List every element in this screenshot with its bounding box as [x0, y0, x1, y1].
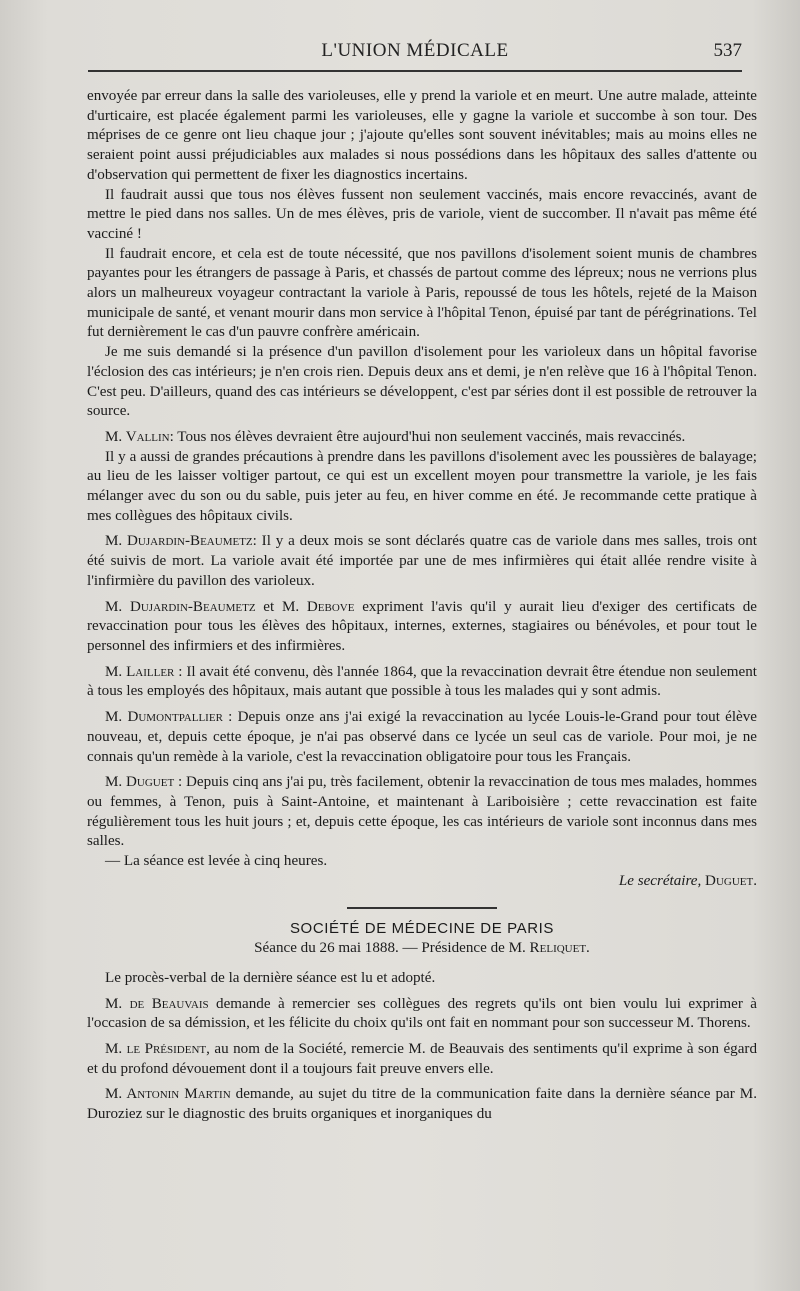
- intervention-duguet: [87, 773, 757, 852]
- header-rule: [88, 70, 742, 72]
- session-prefix: Séance du 26 mai 1888. — Présidence de: [254, 940, 509, 957]
- minutes-paragraph: [87, 1040, 757, 1079]
- minutes-paragraph: [87, 995, 757, 1034]
- intervention-text: : Il avait été convenu, dès l'année 1864, que la revaccination devrait être étendue non seulement à tous les employés des hôpitaux, mais autant que possible à tous les malades qui y sont admis.: [87, 663, 757, 700]
- section-divider: [347, 907, 497, 909]
- page-header: [88, 38, 742, 68]
- speaker-name: M. Antonin Martin: [105, 1086, 231, 1103]
- intervention-text: : Il y a deux mois se sont déclarés quatre cas de variole dans mes salles, trois ont été suivis de mort. La variole avait été importée par une de mes infirmières qui était allée rendre visite à l'infirmière du pavillon des varioleux.: [87, 533, 757, 589]
- minutes-text: , au nom de la Société, remercie M. de Beauvais des sentiments qu'il exprime à son égard et du profond dévouement dont il a toujours fait preuve envers elle.: [87, 1040, 757, 1077]
- intervention-text: expriment l'avis qu'il y aurait lieu d'exiger des certificats de revaccination pour tous les élèves des hôpitaux, internes, externes, stagiaires ou bénévoles, et pour tout le personnel des infirmiers et des infirmières.: [87, 598, 757, 654]
- article-body: [87, 87, 757, 1125]
- intervention-dujardin-debove: [87, 598, 757, 657]
- speaker-name: M. Lailler: [105, 663, 175, 680]
- intervention-text: : Tous nos élèves devraient être aujourd'hui non seulement vaccinés, mais revaccinés.: [169, 428, 686, 445]
- minutes-text: demande, au sujet du titre de la communication faite dans la dernière séance par M. Duroziez sur le diagnostic des bruits organiques et inorganiques du: [87, 1086, 757, 1123]
- speaker-joiner: et: [255, 598, 282, 615]
- speaker-name: M. Dujardin-Beaumetz: [105, 533, 253, 550]
- society-heading: SOCIÉTÉ DE MÉDECINE DE PARIS: [289, 920, 555, 938]
- speaker-name: M. Duguet: [105, 774, 175, 791]
- secretary-label: Le secrétaire,: [618, 872, 702, 889]
- intervention-dujardin-beaumetz: [87, 532, 757, 591]
- paragraph: envoyée par erreur dans la salle des varioleuses, elle y prend la variole et en meurt. Une autre malade, atteinte d'urticaire, est placée également parmi les varioleuses, elle y gagne la variole et succombe à son tour. Des méprises de ce genre ont lieu chaque jour ; j'ajoute qu'elles sont souvent inévitables; mais au moins elles ne seraient point aussi préjudiciables aux malades si nous possédions dans les hôpitaux des salles d'attente ou d'observation qui permettent de fixer les diagnostics incertains.: [87, 88, 757, 183]
- intervention-text: : Depuis cinq ans j'ai pu, très facilement, obtenir la revaccination de tous mes malades, hommes ou femmes, à Tenon, puis à Saint-Antoine, et maintenant à Lariboisière ; cette revaccination est faite régulièrement tous les huit jours ; et, depuis cette époque, les cas intérieurs de variole sont inconnus dans mes salles.: [87, 774, 757, 850]
- intervention-lailler: [87, 663, 757, 702]
- session-line: [87, 939, 757, 959]
- paragraph: Il faudrait encore, et cela est de toute nécessité, que nos pavillons d'isolement soient munis de chambres payantes pour les étrangers de passage à Paris, et chassés de partout comme des lépreux; nous ne verrions plus alors un malheureux voyageur contractant la variole à Paris, repoussé de tous les hôtels, rejeté de la Maison municipale de santé, et venant mourir dans mon service à l'hôpital Tenon, épuisé par tant de pérégrinations. Tel fut dernièrement le cas d'un pauvre confrère américain.: [87, 245, 757, 341]
- intervention-dumontpallier: [87, 708, 757, 767]
- speaker-name: M. Dumontpallier: [105, 709, 223, 726]
- president-name: M. Reliquet.: [508, 940, 590, 957]
- speaker-name: M. Dujardin-Beaumetz: [105, 598, 256, 615]
- secretary-name: Duguet.: [705, 872, 757, 889]
- minutes-paragraph: [87, 1085, 757, 1124]
- intervention-vallin-continued: Il y a aussi de grandes précautions à prendre dans les pavillons d'isolement avec les poussières de balayage; au lieu de les laisser voltiger partout, ce qui est un excellent moyen pour transmettre la variole, je les fais mélanger avec du son ou du sable, puis jeter au feu, en hiver comme en été. Je recommande cette pratique à mes collègues des hôpitaux civils.: [87, 448, 757, 524]
- paragraph: Il faudrait aussi que tous nos élèves fussent non seulement vaccinés, mais encore revaccinés, avant de mettre le pied dans nos salles. Un de mes élèves, pris de variole, vient de succomber. Il n'avait pas même été vacciné !: [87, 186, 757, 242]
- minutes-paragraph: Le procès-verbal de la dernière séance est lu et adopté.: [105, 969, 436, 986]
- closing-line: — La séance est levée à cinq heures.: [105, 853, 328, 870]
- page-number: 537: [713, 40, 742, 61]
- paragraph: Je me suis demandé si la présence d'un pavillon d'isolement pour les varioleux dans un hôpital favorise l'éclosion des cas intérieurs; je n'en crois rien. Depuis deux ans et demi, je n'en relève que 16 à l'hôpital Tenon. C'est peu. D'ailleurs, quand des cas intérieurs se développent, c'est par séries dont il est possible de retrouver la source.: [87, 344, 757, 420]
- running-title: L'UNION MÉDICALE: [321, 40, 509, 61]
- secretary-signature: [87, 872, 757, 892]
- speaker-name: M. de Beauvais: [105, 995, 209, 1012]
- speaker-name: M. Vallin: [105, 428, 170, 445]
- minutes-text: demande à remercier ses collègues des regrets qu'ils ont bien voulu lui exprimer à l'occasion de sa démission, et les félicite du choix qu'ils ont fait en nommant pour son successeur M. Thorens.: [87, 995, 757, 1032]
- speaker-name-2: M. Debove: [281, 598, 355, 615]
- speaker-name: M. le Président: [105, 1040, 207, 1057]
- intervention-vallin: [87, 428, 757, 448]
- intervention-text: : Depuis onze ans j'ai exigé la revaccination au lycée Louis-le-Grand pour tout élève nouveau, et, depuis cette époque, je n'ai pas observé dans ce lycée un seul cas de variole. Pour moi, je ne connais qu'un remède à la variole, c'est la revaccination obligatoire pour tous les Français.: [87, 709, 757, 765]
